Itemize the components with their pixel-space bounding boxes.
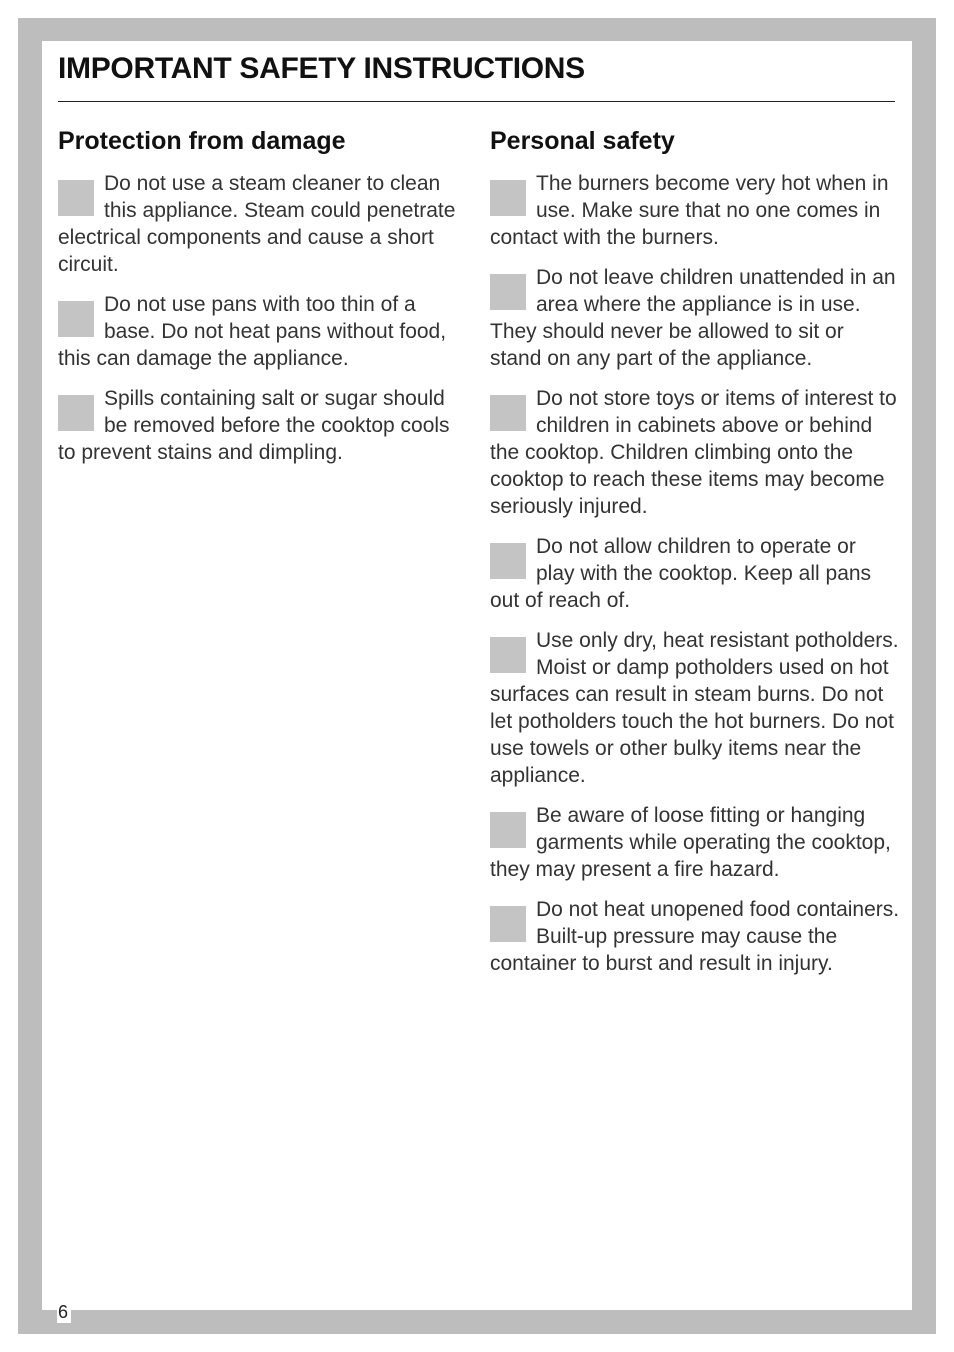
bullet-square-icon	[490, 543, 526, 579]
item-text: Do not store toys or items of interest to children in cabinets above or behind the cooktop. Children climbing onto the cooktop to reach these items may become seriously injured.	[490, 387, 897, 518]
bullet-square-icon	[490, 274, 526, 310]
title-divider	[58, 101, 895, 102]
item-text: Do not leave children unattended in an area where the appliance is in use. They should never be allowed to sit or stand on any part of the appliance.	[490, 266, 896, 370]
item-text: Use only dry, heat resistant potholders. Moist or damp potholders used on hot surfaces can result in steam burns. Do not let potholders touch the hot burners. Do not use towels or other bulky items near the appliance.	[490, 629, 899, 787]
list-item	[490, 802, 900, 883]
page-title: IMPORTANT SAFETY INSTRUCTIONS	[58, 52, 585, 85]
bullet-square-icon	[490, 906, 526, 942]
protection-from-damage-section	[58, 126, 458, 479]
list-item	[58, 170, 458, 278]
list-item	[490, 627, 900, 789]
section-heading-personal-safety: Personal safety	[490, 127, 675, 155]
personal-safety-section	[490, 126, 900, 990]
item-text: Do not use pans with too thin of a base. Do not heat pans without food, this can damage the appliance.	[58, 293, 447, 370]
item-text: Do not heat unopened food containers. Built-up pressure may cause the container to burst and result in injury.	[490, 898, 900, 975]
bullet-square-icon	[490, 180, 526, 216]
bullet-square-icon	[490, 395, 526, 431]
bullet-square-icon	[490, 637, 526, 673]
bullet-square-icon	[58, 180, 94, 216]
list-item	[58, 291, 458, 372]
item-text: Do not allow children to operate or play with the cooktop. Keep all pans out of reach of.	[490, 535, 872, 612]
item-text: Do not use a steam cleaner to clean this appliance. Steam could penetrate electrical components and cause a short circuit.	[58, 172, 456, 276]
list-item	[490, 170, 900, 251]
item-text: The burners become very hot when in use. Make sure that no one comes in contact with the burners.	[490, 172, 889, 249]
item-text: Be aware of loose fitting or hanging garments while operating the cooktop, they may present a fire hazard.	[490, 804, 891, 881]
list-item	[490, 264, 900, 372]
list-item	[58, 385, 458, 466]
page-number: 6	[57, 1302, 71, 1323]
list-item	[490, 896, 900, 977]
bullet-square-icon	[490, 812, 526, 848]
list-item	[490, 385, 900, 520]
bullet-square-icon	[58, 301, 94, 337]
bullet-square-icon	[58, 395, 94, 431]
item-text: Spills containing salt or sugar should be removed before the cooktop cools to prevent stains and dimpling.	[58, 387, 450, 464]
section-heading-protection: Protection from damage	[58, 127, 346, 155]
list-item	[490, 533, 900, 614]
